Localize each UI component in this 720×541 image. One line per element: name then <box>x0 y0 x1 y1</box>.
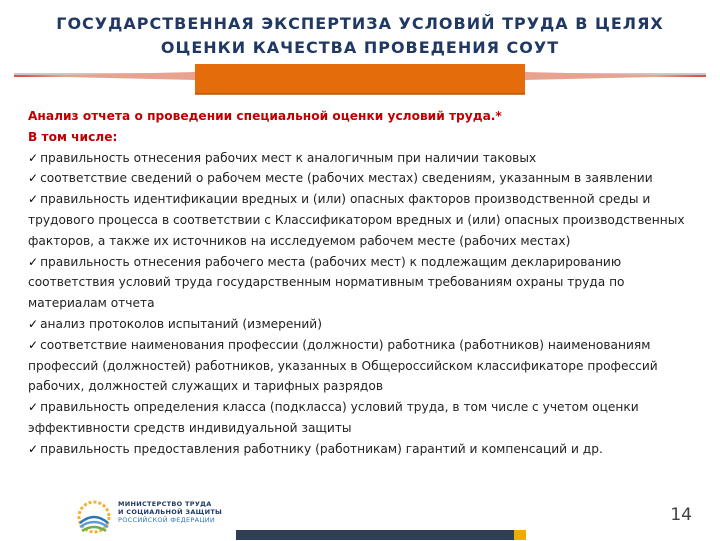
logo-line1: МИНИСТЕРСТВО ТРУДА <box>118 500 212 508</box>
slide-title-line1: ГОСУДАРСТВЕННАЯ ЭКСПЕРТИЗА УСЛОВИЙ ТРУДА В ЦЕЛЯХ <box>56 14 664 33</box>
ministry-emblem-icon <box>74 497 114 537</box>
list-item <box>28 439 692 460</box>
title-ribbon-decoration <box>0 60 720 96</box>
content-subheading: В том числе: <box>28 129 118 144</box>
checkmark-icon: ✓ <box>28 441 39 456</box>
list-item-text: правильность идентификации вредных и (или) опасных факторов производственной среды и трудового процесса в соответствии с Классификатором вредных и (или) опасных производственных факторов, а также их источников на исследуемом рабочем месте (рабочих местах) <box>28 192 685 248</box>
list-item <box>28 252 692 314</box>
list-item-text: соответствие сведений о рабочем месте (рабочих местах) сведениям, указанным в заявлении <box>40 171 653 186</box>
slide-content <box>28 106 692 460</box>
list-item <box>28 335 692 397</box>
list-item-text: соответствие наименования профессии (должности) работника (работников) наименованиям профессий (должностей) работников, указанных в Общероссийском классификаторе профессий рабочих, должностей служащих и тарифных разрядов <box>28 337 658 394</box>
logo-text <box>118 500 222 524</box>
checkmark-icon: ✓ <box>28 254 39 269</box>
checkmark-icon: ✓ <box>28 171 39 186</box>
list-item-text: правильность отнесения рабочего места (рабочих мест) к подлежащим декларированию соответствия условий труда государственным нормативным требованиям охраны труда по материалам отчета <box>28 254 625 311</box>
content-heading: Анализ отчета о проведении специальной оценки условий труда.* <box>28 109 502 123</box>
list-item <box>28 148 692 169</box>
ministry-logo <box>74 497 234 537</box>
checkmark-icon: ✓ <box>28 400 39 415</box>
logo-line2: И СОЦИАЛЬНОЙ ЗАЩИТЫ <box>118 508 223 516</box>
page-number: 14 <box>670 505 692 525</box>
list-item-text: правильность отнесения рабочих мест к аналогичным при наличии таковых <box>40 150 537 165</box>
footer-bar <box>236 530 526 540</box>
list-item <box>28 397 692 439</box>
checkmark-icon: ✓ <box>28 150 39 165</box>
list-item-text: правильность предоставления работнику (работникам) гарантий и компенсаций и др. <box>40 441 603 456</box>
list-item-text: правильность определения класса (подкласса) условий труда, в том числе с учетом оценки эффективности средств индивидуальной защиты <box>28 400 639 435</box>
list-item <box>28 168 692 189</box>
checkmark-icon: ✓ <box>28 316 39 331</box>
checkmark-icon: ✓ <box>28 192 39 207</box>
checkmark-icon: ✓ <box>28 337 39 352</box>
footer-accent <box>514 530 526 540</box>
list-item-text: анализ протоколов испытаний (измерений) <box>40 316 322 331</box>
list-item <box>28 314 692 335</box>
list-item <box>28 189 692 251</box>
logo-line3: РОССИЙСКОЙ ФЕДЕРАЦИИ <box>118 516 216 524</box>
slide-title-line2: ОЦЕНКИ КАЧЕСТВА ПРОВЕДЕНИЯ СОУТ <box>160 38 560 57</box>
slide-title <box>20 12 700 60</box>
